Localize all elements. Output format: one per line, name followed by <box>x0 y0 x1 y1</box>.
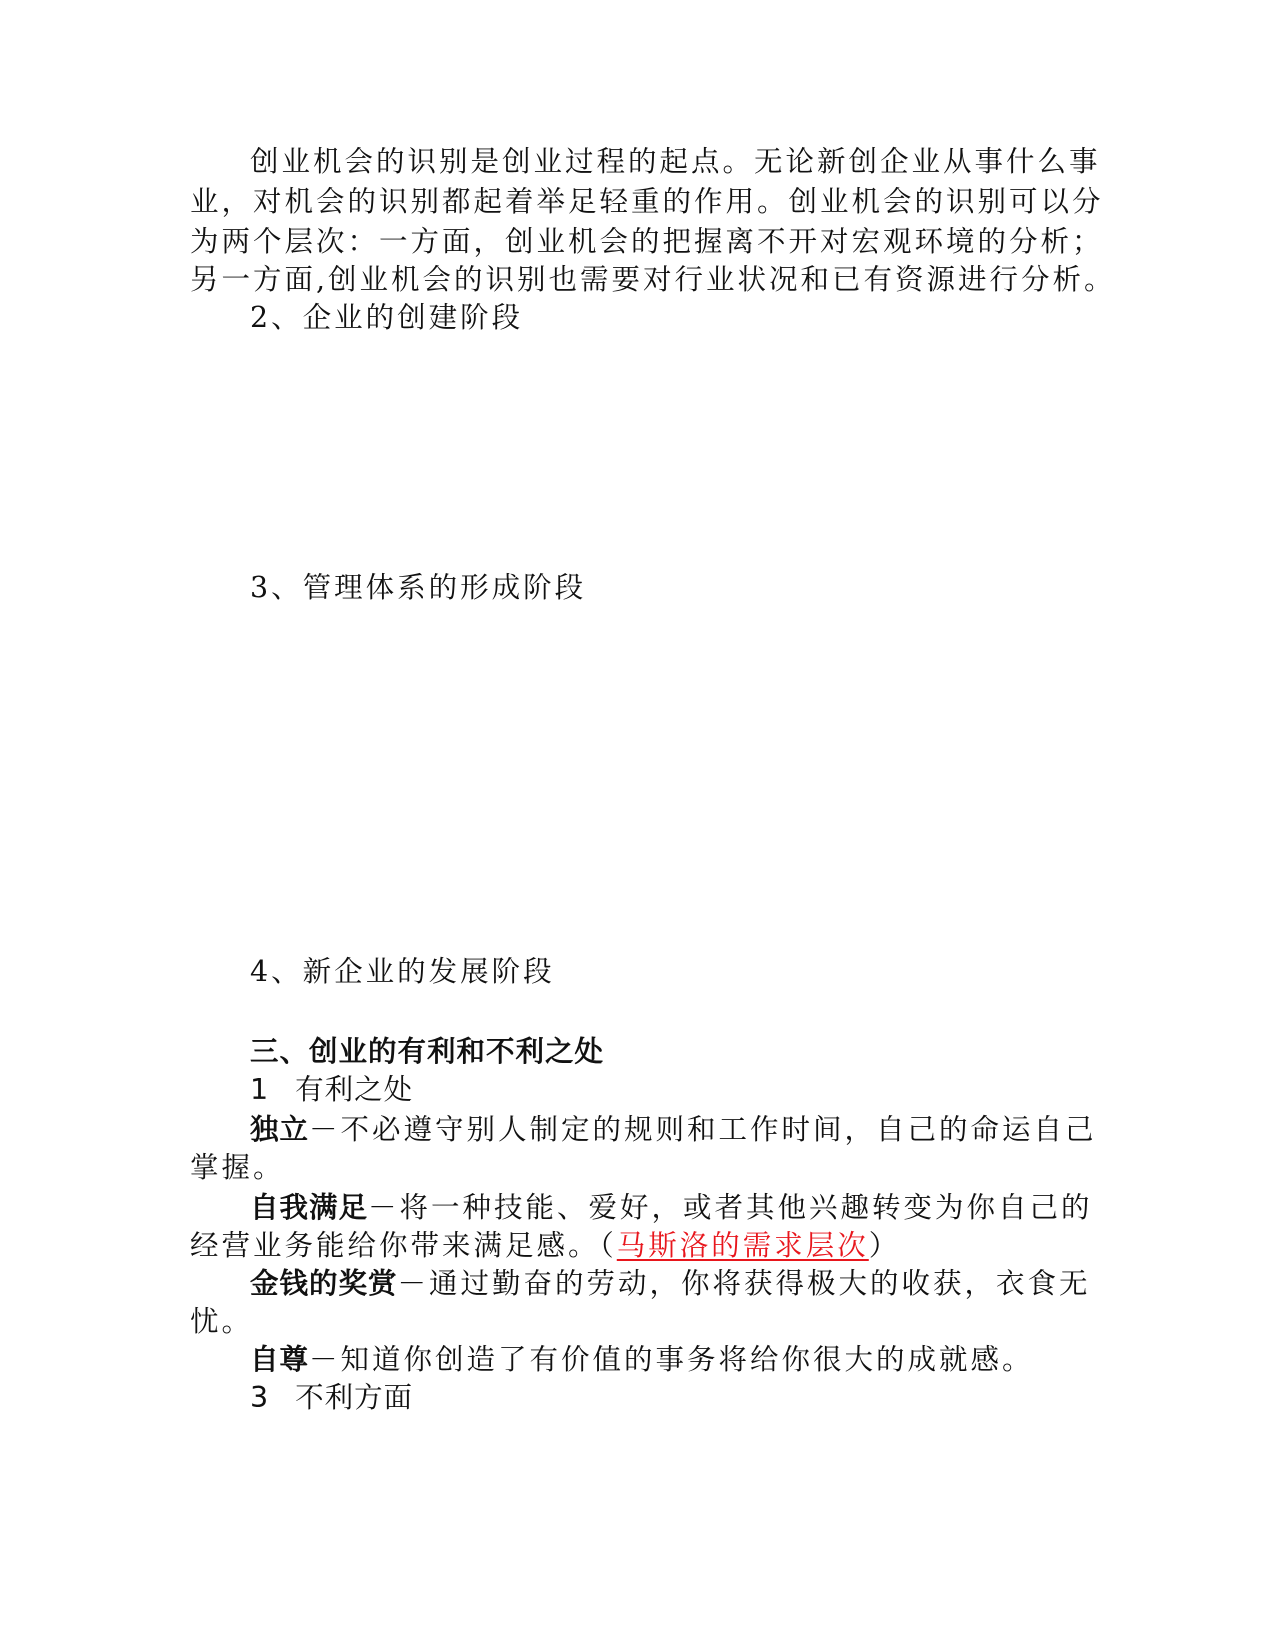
advantages-label: 有利之处 <box>295 1073 414 1106</box>
item-self-satisfaction <box>250 1188 1093 1228</box>
item-monetary-reward-cont: 忧。 <box>190 1305 254 1338</box>
advantages-number: 1 <box>250 1073 270 1106</box>
item-text: －通过勤奋的劳动，你将获得极大的收获，衣食无 <box>397 1267 1091 1300</box>
item-monetary-reward <box>250 1264 1090 1304</box>
item-text: ） <box>868 1229 901 1262</box>
intro-line-3: 为两个层次：一方面，创业机会的把握离不开对宏观环境的分析； <box>190 225 1104 258</box>
item-text: －知道你创造了有价值的事务将给你很大的成就感。 <box>309 1343 1034 1376</box>
item-text: －不必遵守别人制定的规则和工作时间，自己的命运自己 <box>309 1113 1097 1146</box>
advantages-heading <box>250 1070 1090 1110</box>
maslow-hierarchy-link[interactable]: 马斯洛的需求层次 <box>616 1229 869 1262</box>
item-term: 自尊 <box>250 1343 310 1376</box>
stage-4-heading: 4、新企业的发展阶段 <box>250 955 555 988</box>
item-independence <box>250 1110 1097 1150</box>
item-self-satisfaction-cont <box>190 1226 1090 1266</box>
item-term: 自我满足 <box>250 1191 369 1224</box>
disadvantages-heading <box>250 1378 1090 1418</box>
intro-line-1: 创业机会的识别是创业过程的起点。无论新创企业从事什么事 <box>250 145 1101 178</box>
item-self-esteem <box>250 1340 1090 1380</box>
item-term: 独立 <box>250 1113 310 1146</box>
stage-2-heading: 2、企业的创建阶段 <box>250 301 524 334</box>
disadvantages-number: 3 <box>250 1381 270 1414</box>
intro-line-2: 业，对机会的识别都起着举足轻重的作用。创业机会的识别可以分 <box>190 185 1104 218</box>
item-text: 经营业务能给你带来满足感。（ <box>190 1229 617 1262</box>
item-term: 金钱的奖赏 <box>250 1267 398 1300</box>
item-independence-cont: 掌握。 <box>190 1151 285 1184</box>
intro-line-4: 另一方面,创业机会的识别也需要对行业状况和已有资源进行分析。 <box>190 263 1116 296</box>
stage-3-heading: 3、管理体系的形成阶段 <box>250 571 587 604</box>
section-3-title: 三、创业的有利和不利之处 <box>250 1035 605 1068</box>
disadvantages-label: 不利方面 <box>295 1381 414 1414</box>
item-text: －将一种技能、爱好，或者其他兴趣转变为你自己的 <box>368 1191 1093 1224</box>
